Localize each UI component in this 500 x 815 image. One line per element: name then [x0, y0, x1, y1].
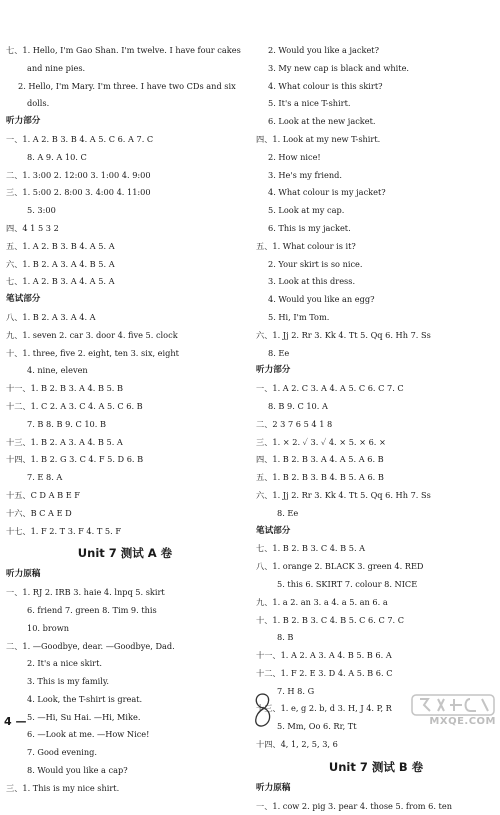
watermark-logo-icon [410, 693, 496, 717]
answer-line: 二、1. —Goodbye, dear. —Goodbye, Dad. [6, 640, 175, 651]
answer-line: 六、1. Jj 2. Rr 3. Kk 4. Tt 5. Qq 6. Hh 7. Ss [256, 329, 431, 340]
answer-line: 一、1. RJ 2. IRB 3. haie 4. lnpq 5. skirt [6, 587, 165, 598]
answer-line: 5. Look at my cap. [268, 205, 345, 216]
answer-line: 四、1. B 2. B 3. A 4. A 5. A 6. B [256, 454, 384, 465]
answer-line: 2. Would you like a jacket? [268, 45, 379, 55]
unit-heading: Unit 7 测试 A 卷 [77, 546, 173, 561]
answer-line: 3. This is my family. [27, 676, 110, 687]
answer-line: 四、4 1 5 3 2 [6, 222, 59, 233]
unit-heading: Unit 7 测试 B 卷 [328, 759, 424, 774]
answer-line: 十三、1. e, g 2. b, d 3. H, J 4. P, R [256, 703, 392, 714]
answer-line: 四、1. Look at my new T-shirt. [256, 133, 381, 144]
answer-line: 5. this 6. SKIRT 7. colour 8. NICE [277, 578, 418, 589]
answer-line: 8. A 9. A 10. C [27, 151, 87, 162]
answer-line: 五、1. What colour is it? [256, 240, 356, 251]
answer-line: 10. brown [27, 622, 69, 633]
answer-line: 4. nine, eleven [27, 365, 88, 376]
answer-line: 3. Look at this dress. [268, 276, 356, 287]
answer-line: 2. It's a nice skirt. [27, 658, 102, 669]
answer-line: 六、1. B 2. A 3. A 4. B 5. A [6, 258, 115, 269]
answer-line: 九、1. seven 2. car 3. door 4. five 5. clock [6, 329, 178, 340]
answer-line: 八、1. orange 2. BLACK 3. green 4. RED [256, 561, 424, 572]
answer-line: 8. Would you like a cap? [27, 765, 128, 776]
answer-line: 2. Your skirt is so nice. [268, 258, 363, 269]
section-heading: 听力部分 [6, 116, 41, 127]
section-heading: 听力部分 [256, 365, 291, 376]
answer-line: 7. B 8. B 9. C 10. B [27, 418, 106, 429]
answer-line: 十一、1. A 2. A 3. A 4. B 5. B 6. A [256, 650, 392, 661]
answer-line: 八、1. B 2. A 3. A 4. A [6, 311, 96, 322]
answer-line: 5. Hi, I'm Tom. [268, 311, 330, 322]
answer-line: 8. B [277, 632, 294, 643]
answer-line: 十、1. three, five 2. eight, ten 3. six, eight [6, 347, 179, 358]
section-heading: 笔试部分 [256, 525, 291, 536]
answer-line: 九、1. a 2. an 3. a 4. a 5. an 6. a [256, 596, 388, 607]
answer-line: 4. Look, the T-shirt is great. [27, 693, 143, 704]
answer-line: 7. Good evening. [27, 747, 97, 758]
answer-line: 5. Mm, Oo 6. Rr, Tt [277, 721, 357, 732]
answer-line: and nine pies. [27, 62, 86, 73]
answer-line: 三、1. 5:00 2. 8:00 3. 4:00 4. 11:00 [6, 187, 151, 198]
answer-line: 5. —Hi, Su Hai. —Hi, Mike. [27, 711, 141, 722]
page-number: 4 — [4, 715, 27, 728]
answer-line: 3. He's my friend. [268, 169, 342, 180]
answer-line: 十六、B C A E D [6, 507, 72, 518]
answer-line: 5. 3:00 [27, 205, 56, 216]
answer-line: 十五、C D A B E F [6, 489, 80, 500]
answer-line: 6. —Look at me. —How Nice! [27, 729, 150, 740]
answer-line: 6. friend 7. green 8. Tim 9. this [27, 604, 157, 615]
answer-line: 6. This is my jacket. [268, 222, 351, 233]
answer-line: 三、1. × 2. ✓ 3. ✓ 4. × 5. × 6. × [256, 436, 386, 447]
answer-line: 8. Ee [277, 507, 299, 518]
answer-line: 6. Look at the new jacket. [268, 116, 376, 127]
section-heading: 听力原稿 [6, 569, 41, 580]
answer-line: 4. What colour is my jacket? [268, 187, 386, 198]
answer-line: 五、1. A 2. B 3. B 4. A 5. A [6, 240, 115, 251]
watermark-url: MXQE.COM [429, 716, 496, 727]
answer-line: 七、1. A 2. B 3. A 4. A 5. A [6, 276, 115, 287]
answer-line: 二、1. 3:00 2. 12:00 3. 1:00 4. 9:00 [6, 169, 151, 180]
answer-line: 十二、1. C 2. A 3. C 4. A 5. C 6. B [6, 400, 143, 411]
answer-line: 一、1. A 2. C 3. A 4. A 5. C 6. C 7. C [256, 383, 404, 394]
answer-line: 7. E 8. A [27, 472, 63, 483]
answer-line: 2. How nice! [268, 151, 321, 162]
answer-line: 8. Ee [268, 347, 290, 358]
answer-line: 2. Hello, I'm Mary. I'm three. I have two CDs and six [18, 80, 236, 91]
answer-line: 7. H 8. G [277, 685, 315, 696]
watermark-stamp [410, 693, 496, 731]
answer-line: 五、1. B 2. B 3. B 4. B 5. A 6. B [256, 472, 384, 483]
answer-line: 一、1. cow 2. pig 3. pear 4. those 5. from 6. ten [256, 800, 452, 811]
handwritten-scribble-icon [250, 690, 276, 730]
left-column [6, 42, 244, 798]
answer-line: dolls. [27, 98, 50, 109]
answer-line: 十二、1. F 2. E 3. D 4. A 5. B 6. C [256, 667, 393, 678]
answer-line: 一、1. A 2. B 3. B 4. A 5. C 6. A 7. C [6, 133, 154, 144]
answer-line: 5. It's a nice T-shirt. [268, 98, 351, 109]
answer-line: 8. B 9. C 10. A [268, 400, 328, 411]
answer-line: 4. What colour is this skirt? [268, 80, 383, 91]
answer-line: 十四、4, 1, 2, 5, 3, 6 [256, 739, 338, 750]
answer-line: 六、1. Jj 2. Rr 3. Kk 4. Tt 5. Qq 6. Hh 7. Ss [256, 489, 431, 500]
answer-line: 二、2 3 7 6 5 4 1 8 [256, 418, 333, 429]
answer-line: 七、1. Hello, I'm Gao Shan. I'm twelve. I have four cakes [6, 45, 241, 55]
answer-line: 十一、1. B 2. B 3. A 4. B 5. B [6, 383, 124, 394]
answer-line: 十七、1. F 2. T 3. F 4. T 5. F [6, 525, 122, 536]
section-heading: 听力原稿 [256, 782, 291, 793]
answer-line: 3. My new cap is black and white. [268, 62, 410, 73]
answer-line: 十三、1. B 2. A 3. A 4. B 5. A [6, 436, 123, 447]
section-heading: 笔试部分 [6, 294, 41, 305]
answer-line: 十、1. B 2. B 3. C 4. B 5. C 6. C 7. C [256, 614, 404, 625]
answer-line: 4. Would you like an egg? [268, 294, 375, 305]
answer-line: 十四、1. B 2. G 3. C 4. F 5. D 6. B [6, 454, 144, 465]
answer-line: 三、1. This is my nice shirt. [6, 782, 120, 793]
answer-line: 七、1. B 2. B 3. C 4. B 5. A [256, 543, 366, 554]
